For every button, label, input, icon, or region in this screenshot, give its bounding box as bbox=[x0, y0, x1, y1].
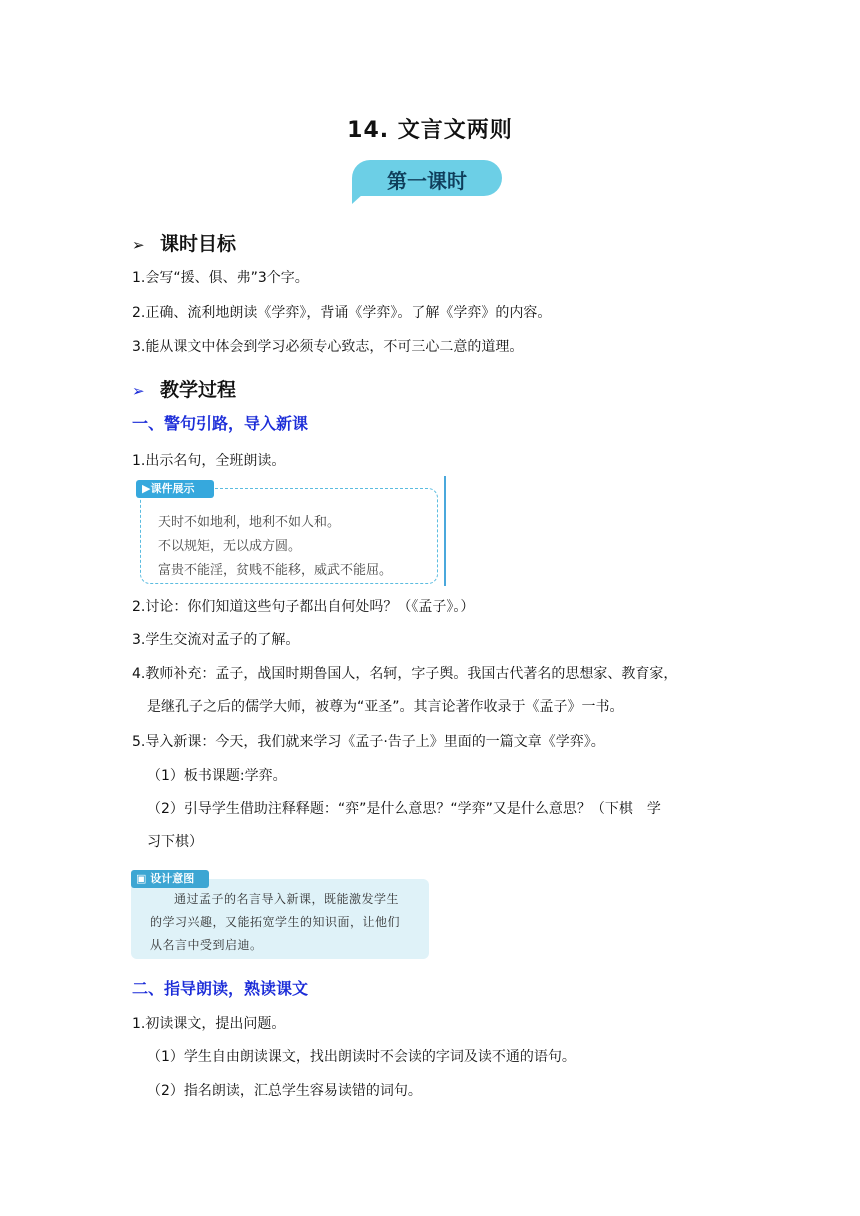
arrow-bullet-icon: ➢ bbox=[132, 236, 145, 254]
part1-heading: 一、警句引路，导入新课 bbox=[132, 414, 309, 433]
part2-heading: 二、指导朗读，熟读课文 bbox=[132, 979, 309, 998]
goal-item: 1.会写“援、俱、弗”3个字。 bbox=[132, 270, 309, 286]
lesson-badge bbox=[352, 160, 502, 204]
part1-step4-line2: 是继孔子之后的儒学大师，被尊为“亚圣”。其言论著作收录于《孟子》一书。 bbox=[147, 699, 624, 715]
design-intent-line: 的学习兴趣，又能拓宽学生的知识面，让他们 bbox=[150, 915, 401, 929]
part1-step4-line1: 4.教师补充：孟子，战国时期鲁国人，名轲，字子舆。我国古代著名的思想家、教育家， bbox=[132, 666, 678, 682]
document-title: 14. 文言文两则 bbox=[347, 118, 513, 143]
part1-step1: 1.出示名句，全班朗读。 bbox=[132, 453, 286, 469]
goal-item: 2.正确、流利地朗读《学弈》，背诵《学弈》。了解《学弈》的内容。 bbox=[132, 305, 552, 321]
goals-heading-text: 课时目标 bbox=[160, 233, 237, 255]
part1-step5: 5.导入新课：今天，我们就来学习《孟子·告子上》里面的一篇文章《学弈》。 bbox=[132, 734, 605, 750]
goal-item: 3.能从课文中体会到学习必须专心致志，不可三心二意的道理。 bbox=[132, 339, 524, 355]
design-intent-line: 从名言中受到启迪。 bbox=[150, 938, 263, 952]
part1-step2: 2.讨论：你们知道这些句子都出自何处吗？（《孟子》。） bbox=[132, 599, 475, 615]
part1-step3: 3.学生交流对孟子的了解。 bbox=[132, 632, 300, 648]
part2-sub2: （2）指名朗读，汇总学生容易读错的词句。 bbox=[147, 1083, 422, 1099]
courseware-line: 天时不如地利，地利不如人和。 bbox=[158, 515, 341, 530]
courseware-tag: ▶课件展示 bbox=[136, 480, 214, 498]
design-intent-tag bbox=[131, 870, 209, 888]
process-heading bbox=[132, 375, 236, 402]
courseware-line: 不以规矩，无以成方圆。 bbox=[158, 539, 302, 554]
clipboard-icon: ▣ bbox=[136, 872, 151, 885]
design-intent-line: 通过孟子的名言导入新课，既能激发学生 bbox=[174, 892, 400, 906]
design-intent-tag-text: 设计意图 bbox=[150, 872, 195, 885]
part1-step5-sub2-line2: 习下棋） bbox=[147, 834, 203, 850]
goals-heading bbox=[132, 229, 236, 256]
arrow-bullet-icon: ➢ bbox=[132, 382, 145, 400]
process-heading-text: 教学过程 bbox=[160, 379, 237, 401]
badge-label: 第一课时 bbox=[387, 169, 467, 193]
part2-step1: 1.初读课文，提出问题。 bbox=[132, 1016, 286, 1032]
courseware-rule bbox=[444, 476, 446, 586]
part1-step5-sub2-line1: （2）引导学生借助注释释题：“弈”是什么意思？“学弈”又是什么意思？（下棋 学 bbox=[147, 801, 661, 817]
part2-sub1: （1）学生自由朗读课文，找出朗读时不会读的字词及读不通的语句。 bbox=[147, 1049, 576, 1065]
courseware-line: 富贵不能淫，贫贱不能移，威武不能屈。 bbox=[158, 563, 393, 578]
part1-step5-sub1: （1）板书课题:学弈。 bbox=[147, 768, 287, 784]
